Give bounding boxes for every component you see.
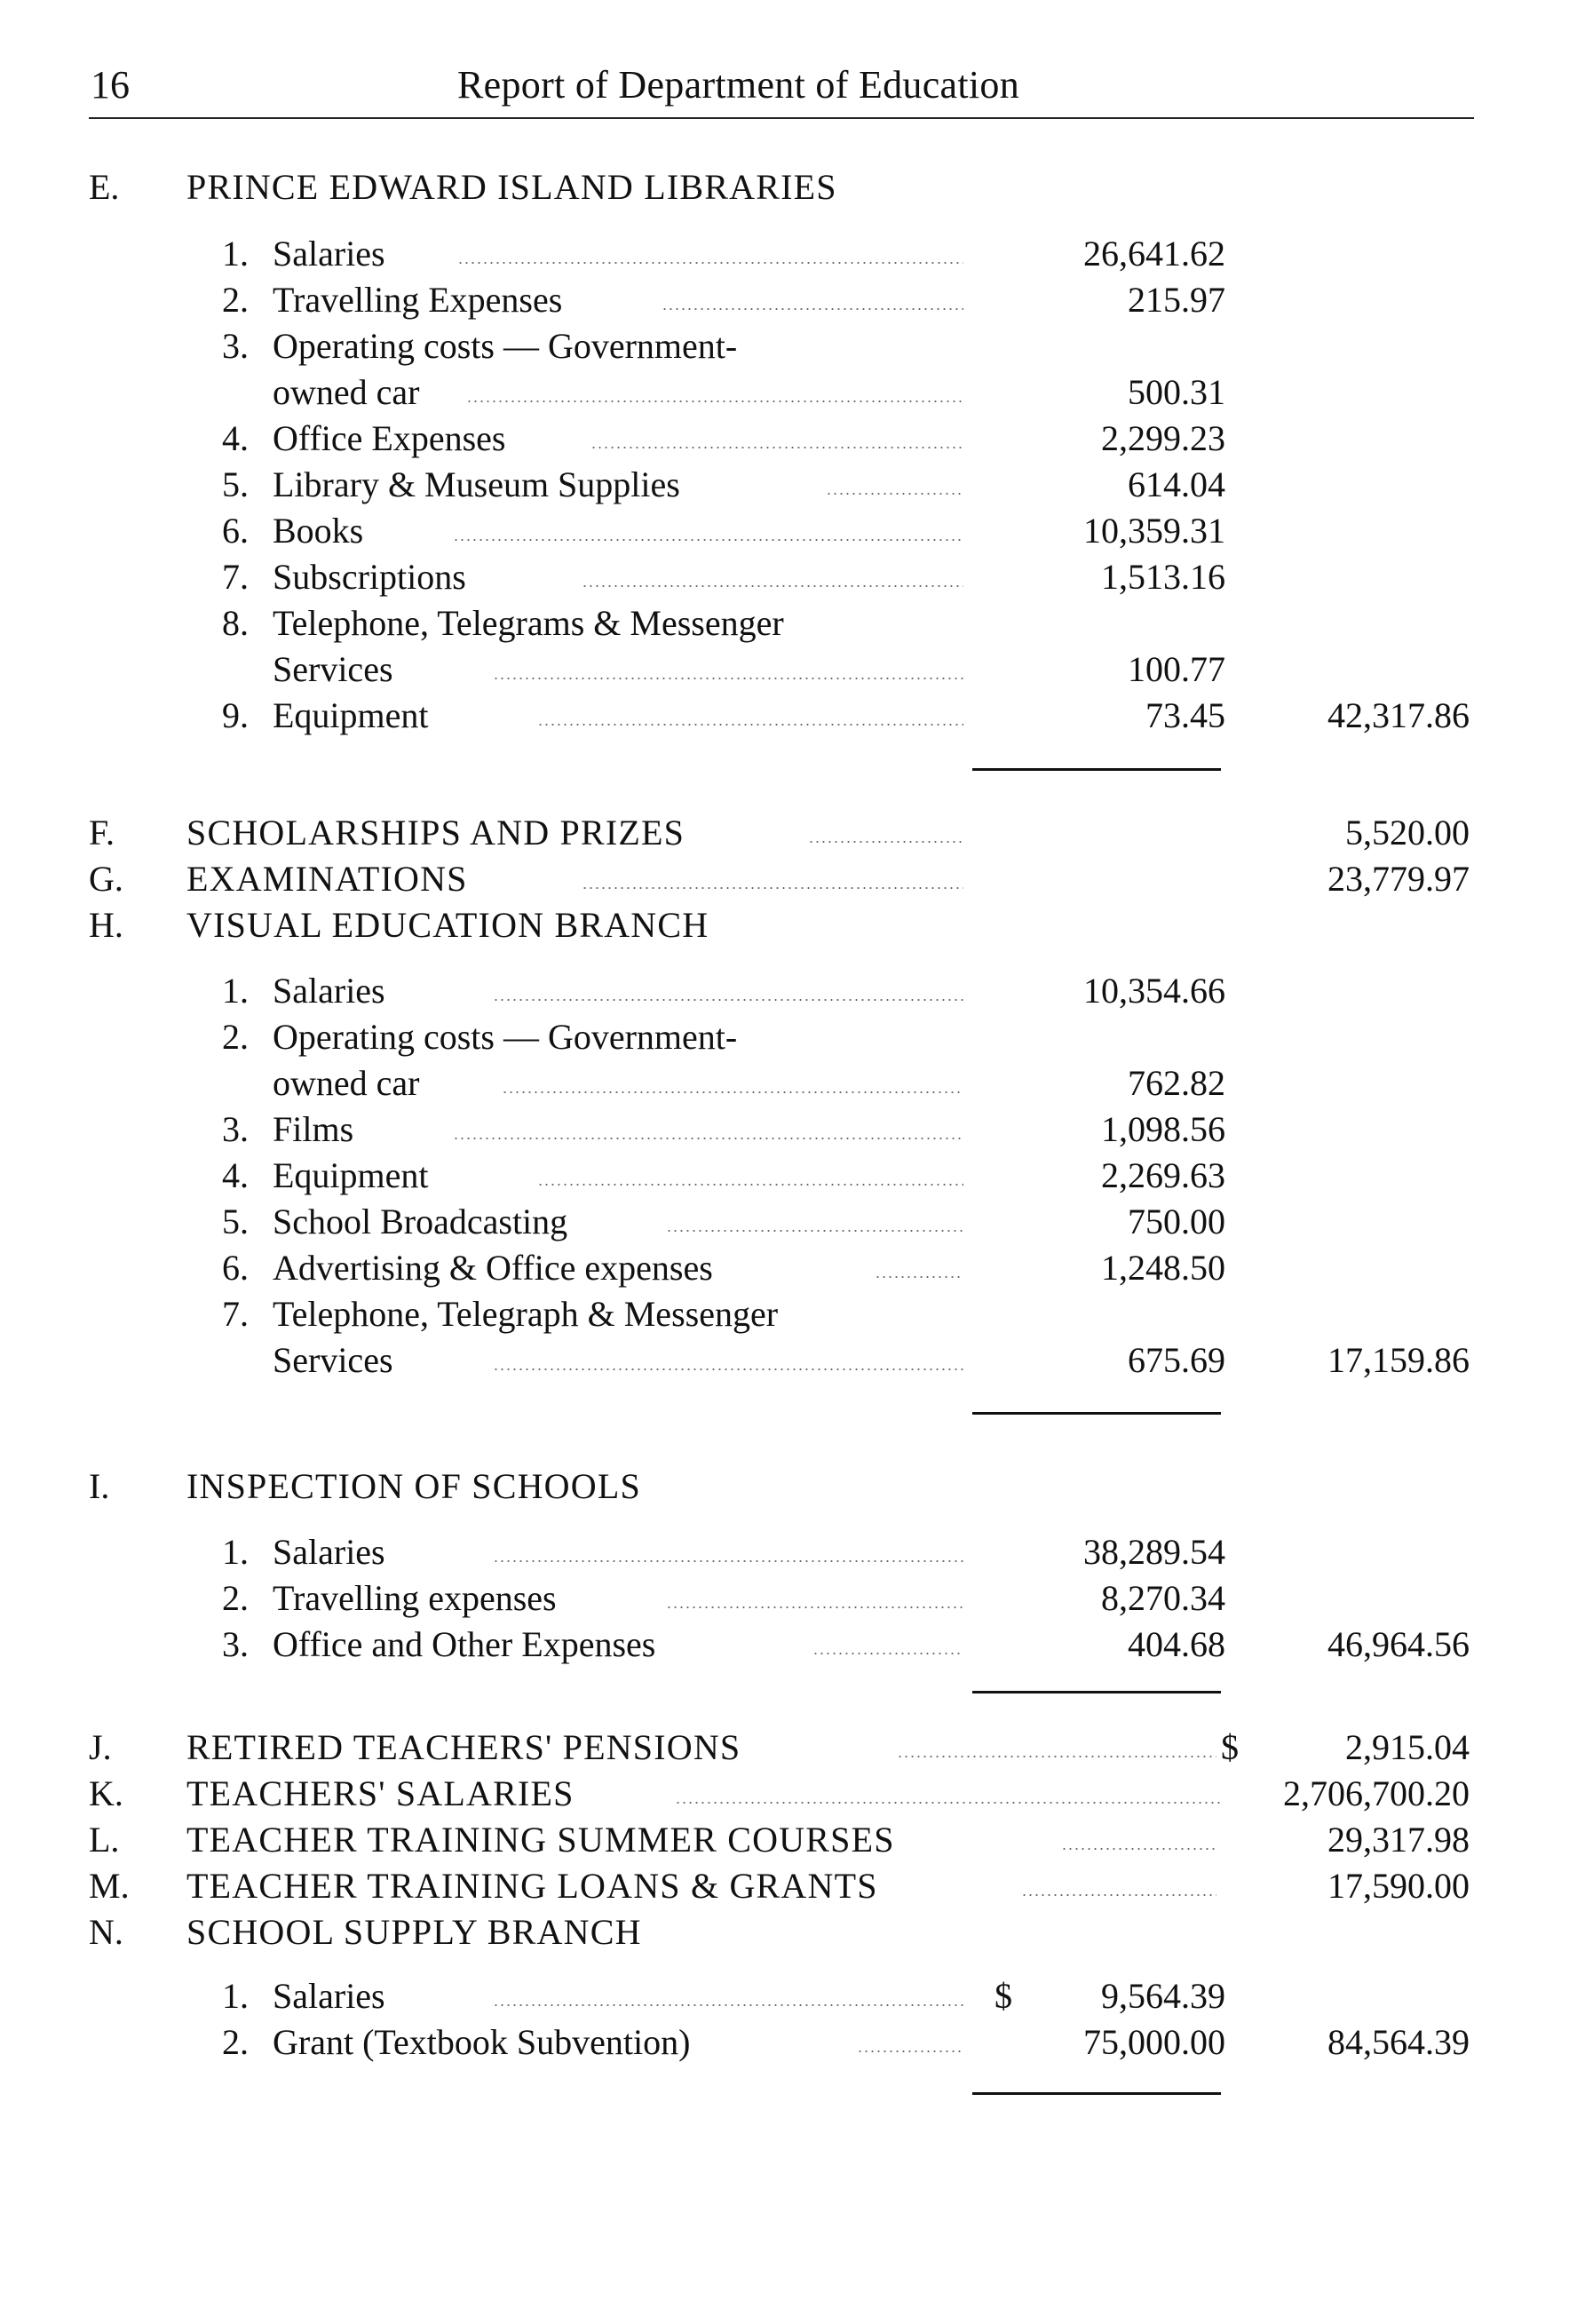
item-amount: 762.82 [1128,1063,1225,1103]
item-amount: 1,098.56 [1101,1109,1225,1149]
section-letter: N. [89,1912,123,1952]
section-total: 2,915.04 [1345,1727,1470,1767]
dot-leader [453,1138,963,1139]
item-label: Office Expenses [273,418,506,458]
running-title: Report of Department of Education [457,63,1020,107]
dot-leader [493,1368,963,1370]
line-item [0,323,1577,369]
section-letter: J. [89,1727,112,1767]
section-title: INSPECTION OF SCHOOLS [186,1466,641,1506]
page-header [89,55,1474,119]
item-label: Equipment [273,695,429,735]
line-item [0,231,1577,277]
section-title: PRINCE EDWARD ISLAND LIBRARIES [186,167,837,207]
item-number: 6. [222,1248,249,1288]
item-label: Travelling expenses [273,1578,557,1618]
section-total: 46,964.56 [1327,1624,1470,1664]
dot-leader [493,999,963,1001]
item-number: 8. [222,603,249,643]
subtotal-rule [972,1691,1221,1693]
section-letter: H. [89,905,123,945]
line-item [0,1199,1577,1245]
dot-leader [537,1184,963,1186]
line-item [0,1973,1577,2019]
item-amount: 100.77 [1128,649,1225,689]
section-total: 5,520.00 [1345,813,1470,853]
section-letter: E. [89,167,120,207]
item-number: 3. [222,1109,249,1149]
item-label: owned car [273,372,420,412]
item-label: Travelling Expenses [273,280,563,320]
line-item [0,600,1577,646]
line-item-continuation [0,646,1577,693]
item-number: 3. [222,326,249,366]
section-letter: F. [89,813,115,853]
line-item [0,416,1577,462]
item-label: Books [273,511,364,551]
item-label: Films [273,1109,354,1149]
item-amount: 500.31 [1128,372,1225,412]
item-amount: 614.04 [1128,464,1225,504]
item-number: 7. [222,557,249,597]
item-label: owned car [273,1063,420,1103]
section-title: SCHOLARSHIPS AND PRIZES [186,813,685,853]
item-amount: 2,299.23 [1101,418,1225,458]
section-heading-g [0,856,1577,902]
section-total: 2,706,700.20 [1283,1773,1470,1813]
dot-leader [1061,1848,1216,1850]
item-number: 1. [222,234,249,274]
item-amount: 75,000.00 [1083,2022,1225,2062]
line-item [0,277,1577,323]
section-total: 23,779.97 [1327,859,1470,899]
line-item [0,1153,1577,1199]
line-item [0,508,1577,554]
line-item-continuation [0,1337,1577,1384]
section-heading-n [0,1909,1577,1955]
item-amount: 38,289.54 [1083,1532,1225,1572]
item-label: Operating costs — Government- [273,1017,738,1057]
dot-leader [493,1560,963,1562]
item-number: 2. [222,1017,249,1057]
dot-leader [502,1091,963,1093]
item-number: 7. [222,1294,249,1334]
item-number: 6. [222,511,249,551]
item-label: Salaries [273,971,385,1011]
section-total: 42,317.86 [1327,695,1470,735]
item-amount: 9,564.39 [1101,1976,1225,2016]
dot-leader [466,401,963,402]
item-amount: 10,359.31 [1083,511,1225,551]
dot-leader [666,1606,963,1608]
section-total: 17,590.00 [1327,1866,1470,1906]
line-item [0,1529,1577,1575]
line-item [0,1014,1577,1060]
item-number: 2. [222,280,249,320]
section-heading-m [0,1863,1577,1909]
dot-leader [826,493,963,495]
item-label: Telephone, Telegrams & Messenger [273,603,784,643]
dot-leader [590,447,963,448]
section-title: SCHOOL SUPPLY BRANCH [186,1912,642,1952]
item-number: 9. [222,695,249,735]
dot-leader [897,1756,1216,1757]
section-heading-j [0,1725,1577,1771]
dot-leader [666,1230,963,1232]
section-total: 84,564.39 [1327,2022,1470,2062]
item-number: 3. [222,1624,249,1664]
item-amount: 26,641.62 [1083,234,1225,274]
item-amount: 1,248.50 [1101,1248,1225,1288]
dot-leader [808,841,963,843]
section-title: VISUAL EDUCATION BRANCH [186,905,709,945]
line-item [0,1622,1577,1668]
section-heading-h [0,902,1577,948]
subtotal-rule [972,768,1221,771]
section-letter: G. [89,859,123,899]
dot-leader [812,1653,963,1654]
section-letter: I. [89,1466,110,1506]
section-heading-e [0,164,1577,210]
section-title: EXAMINATIONS [186,859,468,899]
item-number: 4. [222,1155,249,1195]
line-item-continuation [0,1060,1577,1106]
item-number: 1. [222,1532,249,1572]
item-label: Equipment [273,1155,429,1195]
section-title: TEACHER TRAINING SUMMER COURSES [186,1820,895,1860]
item-label: Telephone, Telegraph & Messenger [273,1294,779,1334]
line-item-continuation [0,369,1577,416]
line-item [0,1291,1577,1337]
item-number: 1. [222,1976,249,2016]
subtotal-rule [972,1412,1221,1415]
section-letter: L. [89,1820,120,1860]
line-item [0,554,1577,600]
line-item [0,1106,1577,1153]
item-number: 1. [222,971,249,1011]
item-label: Office and Other Expenses [273,1624,656,1664]
line-item [0,693,1577,739]
subtotal-rule [972,2092,1221,2095]
section-letter: M. [89,1866,130,1906]
dot-leader [675,1802,1221,1804]
section-letter: K. [89,1773,123,1813]
item-label: Salaries [273,1976,385,2016]
section-total: 29,317.98 [1327,1820,1470,1860]
section-title: RETIRED TEACHERS' PENSIONS [186,1727,741,1767]
item-label: School Broadcasting [273,1202,568,1241]
item-label: Advertising & Office expenses [273,1248,713,1288]
dot-leader [457,262,963,264]
dot-leader [662,308,963,310]
item-amount: 2,269.63 [1101,1155,1225,1195]
dot-leader [582,585,963,587]
item-amount: 8,270.34 [1101,1578,1225,1618]
item-number: 5. [222,1202,249,1241]
item-amount: 404.68 [1128,1624,1225,1664]
line-item [0,1575,1577,1622]
item-label: Services [273,649,393,689]
item-amount: 750.00 [1128,1202,1225,1241]
dot-leader [582,887,963,889]
currency-symbol: $ [1221,1727,1239,1767]
section-title: TEACHERS' SALARIES [186,1773,575,1813]
section-heading-f [0,810,1577,856]
item-label: Operating costs — Government- [273,326,738,366]
dot-leader [1021,1894,1216,1896]
item-amount: 73.45 [1145,695,1225,735]
item-label: Grant (Textbook Subvention) [273,2022,691,2062]
item-label: Subscriptions [273,557,466,597]
item-number: 2. [222,1578,249,1618]
section-heading-l [0,1817,1577,1863]
dot-leader [875,1276,963,1278]
dot-leader [493,678,963,679]
section-heading-i [0,1463,1577,1510]
dot-leader [453,539,963,541]
section-heading-k [0,1771,1577,1817]
item-amount: 215.97 [1128,280,1225,320]
item-label: Salaries [273,1532,385,1572]
item-label: Services [273,1340,393,1380]
item-number: 5. [222,464,249,504]
page-number: 16 [91,63,130,107]
item-amount: 10,354.66 [1083,971,1225,1011]
dot-leader [537,724,963,726]
item-amount: 1,513.16 [1101,557,1225,597]
currency-symbol: $ [995,1976,1012,2016]
item-label: Library & Museum Supplies [273,464,680,504]
section-title: TEACHER TRAINING LOANS & GRANTS [186,1866,878,1906]
item-amount: 675.69 [1128,1340,1225,1380]
dot-leader [857,2050,963,2052]
line-item [0,2019,1577,2066]
line-item [0,1245,1577,1291]
item-number: 4. [222,418,249,458]
item-label: Salaries [273,234,385,274]
item-number: 2. [222,2022,249,2062]
section-total: 17,159.86 [1327,1340,1470,1380]
line-item [0,462,1577,508]
dot-leader [493,2004,963,2006]
line-item [0,968,1577,1014]
